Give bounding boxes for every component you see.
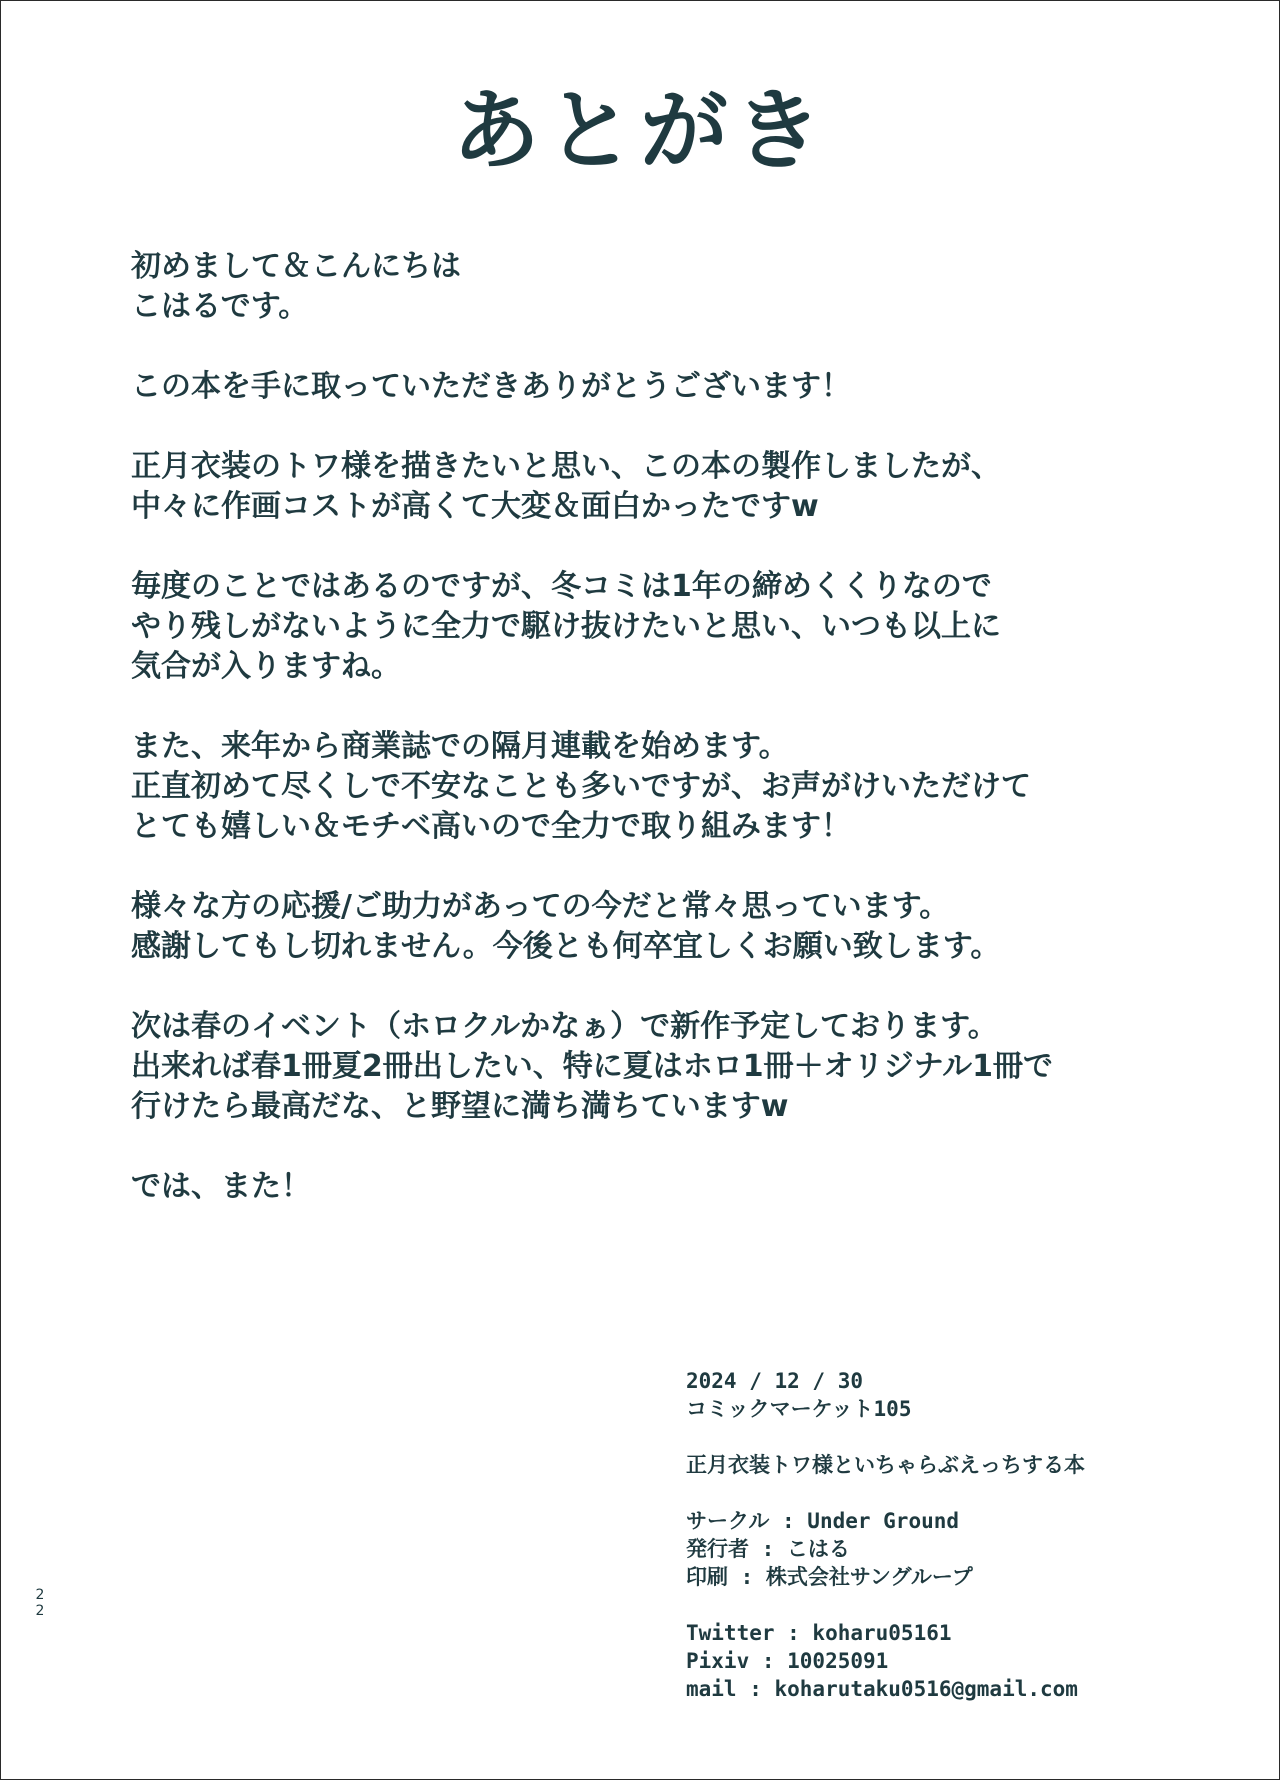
- paragraph-thanks: [131, 367, 1231, 407]
- text-line: 気合が入りますね。: [131, 649, 401, 684]
- colophon-printer: 印刷 : 株式会社サングループ: [686, 1565, 973, 1589]
- text-line: 正直初めて尽くしで不安なことも多いですが、お声がけいただけて: [131, 769, 1031, 804]
- page-number-digit: 2: [35, 1587, 45, 1603]
- text-line: では、また！: [131, 1169, 311, 1204]
- text-line: 初めまして＆こんにちは: [131, 249, 461, 284]
- colophon-event: コミックマーケット105: [686, 1397, 912, 1421]
- paragraph-winter-comiket: [131, 567, 1231, 687]
- afterword-body: [131, 247, 1231, 1247]
- colophon-credits-group: [686, 1507, 1246, 1591]
- paragraph-gratitude: [131, 887, 1231, 967]
- text-line: 感謝してもし切れません。今後とも何卒宜しくお願い致します。: [131, 929, 1001, 964]
- text-line: 出来れば春1冊夏2冊出したい、特に夏はホロ1冊＋オリジナル1冊で: [131, 1049, 1053, 1084]
- text-line: 毎度のことではあるのですが、冬コミは1年の締めくくりなので: [131, 569, 992, 604]
- page-number-digit: 2: [35, 1603, 45, 1619]
- text-line: この本を手に取っていただきありがとうございます！: [131, 369, 851, 404]
- text-line: こはるです。: [131, 289, 309, 324]
- colophon-title-group: [686, 1451, 1246, 1479]
- text-line: 正月衣装のトワ様を描きたいと思い、この本の製作しましたが、: [131, 449, 1001, 484]
- colophon-mail: mail : koharutaku0516@gmail.com: [686, 1677, 1078, 1701]
- paragraph-production: [131, 447, 1231, 527]
- paragraph-closing: [131, 1167, 1231, 1207]
- page-number: [33, 1587, 47, 1619]
- colophon-twitter: Twitter : koharu05161: [686, 1621, 952, 1645]
- colophon-publisher: 発行者 : こはる: [686, 1537, 850, 1561]
- text-line: とても嬉しい＆モチベ高いので全力で取り組みます！: [131, 809, 851, 844]
- text-line: 中々に作画コストが高くて大変＆面白かったですw: [131, 489, 819, 524]
- colophon-event-group: [686, 1367, 1246, 1423]
- paragraph-next-event: [131, 1007, 1231, 1127]
- paragraph-greeting: [131, 247, 1231, 327]
- paragraph-serialization: [131, 727, 1231, 847]
- text-line: 様々な方の応援/ご助力があっての今だと常々思っています。: [131, 889, 950, 924]
- colophon-date: 2024 / 12 / 30: [686, 1369, 864, 1393]
- text-line: やり残しがないように全力で駆け抜けたいと思い、いつも以上に: [131, 609, 1001, 644]
- colophon-book-title: 正月衣装トワ様といちゃらぶえっちする本: [686, 1453, 1085, 1477]
- colophon-circle: サークル : Under Ground: [686, 1509, 960, 1533]
- text-line: 次は春のイベント（ホロクルかなぁ）で新作予定しております。: [131, 1009, 998, 1044]
- colophon: [686, 1367, 1246, 1731]
- colophon-contact-group: [686, 1619, 1246, 1703]
- colophon-pixiv: Pixiv : 10025091: [686, 1649, 889, 1673]
- text-line: 行けたら最高だな、と野望に満ち満ちていますw: [131, 1089, 789, 1124]
- text-line: また、来年から商業誌での隔月連載を始めます。: [131, 729, 789, 764]
- page-title: あとがき: [451, 79, 828, 182]
